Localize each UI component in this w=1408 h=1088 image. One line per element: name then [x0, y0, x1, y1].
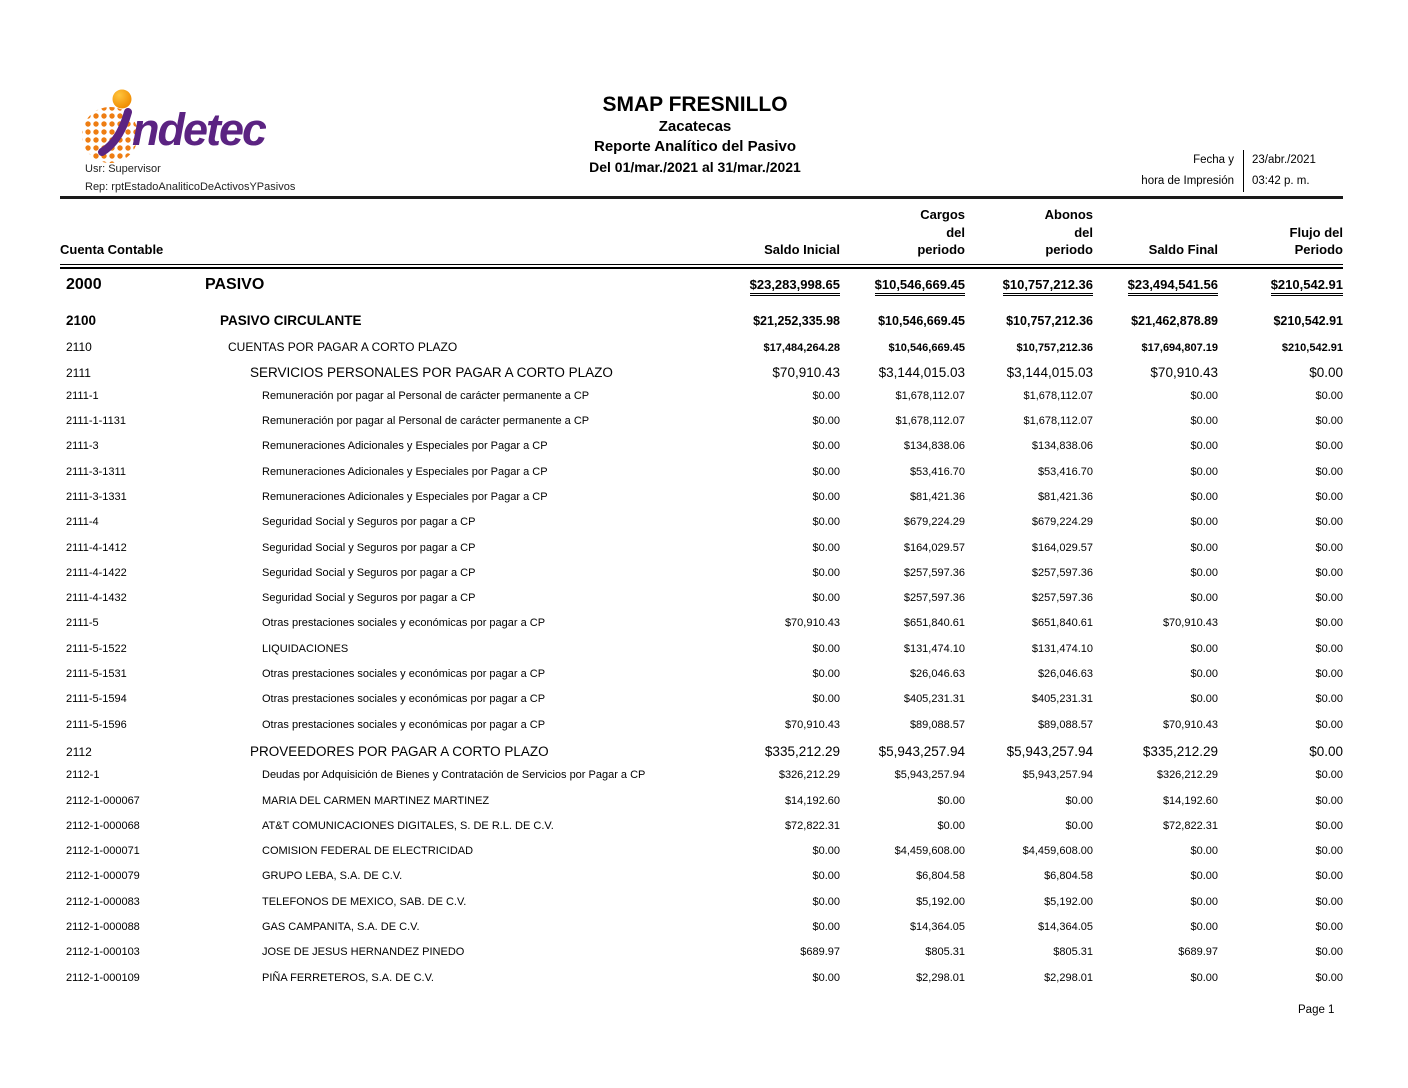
saldo-final-value: $21,462,878.89	[1131, 313, 1218, 328]
account-code: 2000	[66, 275, 102, 293]
account-description: GRUPO LEBA, S.A. DE C.V.	[262, 870, 403, 883]
account-code: 2112-1-000088	[66, 921, 140, 934]
flujo-periodo-value: $0.00	[1315, 490, 1343, 503]
saldo-inicial-value: $0.00	[812, 490, 840, 503]
saldo-inicial-value: $326,212.29	[778, 769, 840, 782]
saldo-final-value: $335,212.29	[1142, 743, 1218, 759]
account-description: Seguridad Social y Seguros por pagar a CP	[262, 566, 476, 579]
user-line: Usr: Supervisor	[85, 163, 161, 175]
print-date: 23/abr./2021	[1243, 150, 1341, 171]
col-header-abonos-line1: Abonos	[1044, 207, 1093, 222]
account-code: 2111-5-1522	[66, 642, 127, 655]
saldo-final-value: $0.00	[1190, 541, 1218, 554]
flujo-periodo-value: $0.00	[1315, 946, 1343, 959]
cargos-periodo-value: $53,416.70	[909, 465, 965, 478]
flujo-periodo-value: $0.00	[1315, 516, 1343, 529]
abonos-periodo-value: $14,364.05	[1037, 921, 1093, 934]
saldo-inicial-value: $0.00	[812, 870, 840, 883]
cargos-periodo-value: $679,224.29	[903, 516, 965, 529]
account-description: GAS CAMPANITA, S.A. DE C.V.	[262, 921, 420, 934]
flujo-periodo-value: $0.00	[1309, 743, 1343, 759]
account-description: Otras prestaciones sociales y económicas por pagar a CP	[262, 617, 546, 630]
table-row	[60, 491, 1343, 516]
cargos-periodo-value: $10,546,669.45	[878, 313, 965, 328]
flujo-periodo-value: $210,542.91	[1273, 313, 1343, 328]
account-description: PROVEEDORES POR PAGAR A CORTO PLAZO	[250, 743, 549, 759]
cargos-periodo-value: $10,546,669.45	[888, 341, 965, 354]
col-header-saldo-inicial: Saldo Inicial	[764, 242, 840, 257]
table-row	[60, 440, 1343, 465]
cargos-periodo-value: $14,364.05	[909, 921, 965, 934]
col-header-abonos	[965, 206, 1093, 259]
flujo-periodo-value: $0.00	[1315, 693, 1343, 706]
saldo-final-value: $0.00	[1190, 921, 1218, 934]
flujo-periodo-value: $0.00	[1315, 870, 1343, 883]
account-code: 2111-5-1594	[66, 693, 127, 706]
saldo-inicial-value: $72,822.31	[784, 819, 840, 832]
abonos-periodo-value: $1,678,112.07	[1023, 389, 1093, 402]
table-row	[60, 390, 1343, 415]
report-table	[60, 206, 1343, 997]
cargos-periodo-value: $651,840.61	[903, 617, 965, 630]
abonos-periodo-value: $4,459,608.00	[1022, 845, 1093, 858]
abonos-periodo-value: $1,678,112.07	[1023, 415, 1093, 428]
table-row	[60, 896, 1343, 921]
table-row	[60, 313, 1343, 340]
cargos-periodo-value: $257,597.36	[903, 592, 965, 605]
abonos-periodo-value: $0.00	[1065, 794, 1093, 807]
flujo-periodo-value: $0.00	[1315, 921, 1343, 934]
table-row	[60, 542, 1343, 567]
cargos-periodo-value: $164,029.57	[903, 541, 965, 554]
flujo-periodo-value: $210,542.91	[1218, 277, 1343, 296]
saldo-final-value: $70,910.43	[1162, 617, 1218, 630]
saldo-final-value: $0.00	[1190, 642, 1218, 655]
table-header-rule	[60, 264, 1343, 269]
account-description: MARIA DEL CARMEN MARTINEZ MARTINEZ	[262, 794, 490, 807]
cargos-periodo-value: $4,459,608.00	[894, 845, 965, 858]
saldo-final-value: $0.00	[1190, 415, 1218, 428]
table-row	[60, 795, 1343, 820]
account-code: 2112	[66, 744, 92, 759]
cargos-periodo-value: $5,943,257.94	[878, 743, 965, 759]
flujo-periodo-value: $0.00	[1315, 895, 1343, 908]
header-divider	[60, 196, 1343, 199]
table-rows	[60, 276, 1343, 997]
saldo-final-value: $0.00	[1190, 693, 1218, 706]
flujo-periodo-value: $0.00	[1309, 364, 1343, 380]
abonos-periodo-value: $679,224.29	[1031, 516, 1093, 529]
table-row	[60, 870, 1343, 895]
saldo-final-value: $72,822.31	[1162, 819, 1218, 832]
table-row	[60, 516, 1343, 541]
flujo-periodo-value: $210,542.91	[1281, 341, 1343, 354]
saldo-inicial-value: $0.00	[812, 921, 840, 934]
saldo-final-value: $0.00	[1190, 668, 1218, 681]
table-row	[60, 972, 1343, 997]
abonos-periodo-value: $257,597.36	[1031, 592, 1093, 605]
account-code: 2111-5	[66, 617, 99, 630]
flujo-periodo-value: $0.00	[1315, 415, 1343, 428]
saldo-inicial-value: $0.00	[812, 440, 840, 453]
table-row	[60, 744, 1343, 769]
report-id-line: Rep: rptEstadoAnaliticoDeActivosYPasivos	[85, 181, 296, 193]
account-description: CUENTAS POR PAGAR A CORTO PLAZO	[228, 339, 458, 354]
col-header-cargos-line1: Cargos	[920, 207, 965, 222]
table-row	[60, 276, 1343, 303]
saldo-final-value: $0.00	[1190, 845, 1218, 858]
cargos-periodo-value: $0.00	[937, 794, 965, 807]
saldo-final-value: $0.00	[1190, 440, 1218, 453]
col-header-abonos-line3: periodo	[1045, 242, 1093, 257]
account-code: 2111-4	[66, 516, 99, 529]
table-header-row	[60, 206, 1343, 264]
cargos-periodo-value: $81,421.36	[909, 490, 965, 503]
saldo-final-value: $0.00	[1190, 465, 1218, 478]
abonos-periodo-value: $405,231.31	[1031, 693, 1093, 706]
table-row	[60, 668, 1343, 693]
cargos-periodo-value: $6,804.58	[916, 870, 965, 883]
account-description: Remuneraciones Adicionales y Especiales por Pagar a CP	[262, 490, 548, 503]
saldo-inicial-value: $689.97	[800, 946, 840, 959]
cargos-periodo-value: $257,597.36	[903, 566, 965, 579]
cargos-periodo-value: $134,838.06	[903, 440, 965, 453]
account-description: TELEFONOS DE MEXICO, SAB. DE C.V.	[262, 895, 467, 908]
col-header-account: Cuenta Contable	[60, 242, 164, 257]
flujo-periodo-value: $0.00	[1315, 566, 1343, 579]
abonos-periodo-value: $131,474.10	[1031, 642, 1093, 655]
print-time: 03:42 p. m.	[1243, 171, 1341, 192]
table-row	[60, 567, 1343, 592]
saldo-inicial-value: $0.00	[812, 592, 840, 605]
saldo-final-value: $0.00	[1190, 971, 1218, 984]
col-header-saldo-final: Saldo Final	[1148, 242, 1218, 257]
entity-name: SMAP FRESNILLO	[602, 93, 788, 116]
account-description: COMISION FEDERAL DE ELECTRICIDAD	[262, 845, 474, 858]
cargos-periodo-value: $131,474.10	[903, 642, 965, 655]
abonos-periodo-value: $0.00	[1065, 819, 1093, 832]
account-code: 2112-1-000067	[66, 794, 140, 807]
col-header-flujo-line2: Periodo	[1294, 242, 1343, 257]
account-code: 2112-1-000103	[66, 946, 140, 959]
abonos-periodo-value: $651,840.61	[1031, 617, 1093, 630]
account-code: 2111-1-1131	[66, 415, 126, 428]
account-description: Remuneración por pagar al Personal de carácter permanente a CP	[262, 415, 590, 428]
table-row	[60, 769, 1343, 794]
table-row	[60, 693, 1343, 718]
abonos-periodo-value: $134,838.06	[1031, 440, 1093, 453]
account-description: Otras prestaciones sociales y económicas por pagar a CP	[262, 668, 546, 681]
saldo-inicial-value: $0.00	[812, 516, 840, 529]
report-period: Del 01/mar./2021 al 31/mar./2021	[589, 159, 801, 175]
account-description: Remuneraciones Adicionales y Especiales por Pagar a CP	[262, 440, 548, 453]
account-description: Otras prestaciones sociales y económicas por pagar a CP	[262, 718, 546, 731]
abonos-periodo-value: $10,757,212.36	[1006, 313, 1093, 328]
account-code: 2112-1-000068	[66, 819, 140, 832]
print-info	[1093, 150, 1341, 192]
account-description: Seguridad Social y Seguros por pagar a CP	[262, 541, 476, 554]
saldo-final-value: $17,694,807.19	[1141, 341, 1218, 354]
cargos-periodo-value: $2,298.01	[916, 971, 965, 984]
indetec-logo	[76, 88, 266, 166]
saldo-inicial-value: $0.00	[812, 668, 840, 681]
saldo-inicial-value: $0.00	[812, 566, 840, 579]
saldo-inicial-value: $0.00	[812, 693, 840, 706]
account-code: 2112-1-000083	[66, 895, 140, 908]
abonos-periodo-value: $164,029.57	[1031, 541, 1093, 554]
saldo-final-value: $0.00	[1190, 516, 1218, 529]
account-description: Remuneraciones Adicionales y Especiales por Pagar a CP	[262, 465, 548, 478]
account-code: 2111-3	[66, 440, 99, 453]
saldo-final-value: $0.00	[1190, 895, 1218, 908]
saldo-inicial-value: $0.00	[812, 541, 840, 554]
cargos-periodo-value: $10,546,669.45	[840, 277, 965, 296]
cargos-periodo-value: $3,144,015.03	[878, 364, 965, 380]
col-header-flujo	[1218, 224, 1343, 259]
cargos-periodo-value: $0.00	[937, 819, 965, 832]
account-description: Seguridad Social y Seguros por pagar a CP	[262, 592, 476, 605]
abonos-periodo-value: $10,757,212.36	[965, 277, 1093, 296]
account-description: SERVICIOS PERSONALES POR PAGAR A CORTO PLAZO	[250, 364, 613, 380]
saldo-final-value: $0.00	[1190, 870, 1218, 883]
saldo-inicial-value: $0.00	[812, 415, 840, 428]
cargos-periodo-value: $805.31	[925, 946, 965, 959]
table-row	[60, 617, 1343, 642]
abonos-periodo-value: $6,804.58	[1044, 870, 1093, 883]
saldo-inicial-value: $0.00	[812, 895, 840, 908]
saldo-inicial-value: $14,192.60	[784, 794, 840, 807]
saldo-inicial-value: $21,252,335.98	[753, 313, 840, 328]
account-code: 2112-1-000079	[66, 870, 140, 883]
report-titles	[400, 92, 990, 177]
account-description: Seguridad Social y Seguros por pagar a CP	[262, 516, 476, 529]
table-row	[60, 365, 1343, 390]
logo-i-dot	[113, 90, 132, 109]
cargos-periodo-value: $89,088.57	[909, 718, 965, 731]
saldo-final-value: $689.97	[1178, 946, 1218, 959]
abonos-periodo-value: $81,421.36	[1037, 490, 1093, 503]
flujo-periodo-value: $0.00	[1315, 845, 1343, 858]
saldo-final-value: $70,910.43	[1162, 718, 1218, 731]
abonos-periodo-value: $3,144,015.03	[1006, 364, 1093, 380]
account-code: 2111-4-1422	[66, 566, 127, 579]
account-description: Remuneración por pagar al Personal de carácter permanente a CP	[262, 389, 590, 402]
account-code: 2111-5-1531	[66, 668, 127, 681]
flujo-periodo-value: $0.00	[1315, 617, 1343, 630]
flujo-periodo-value: $0.00	[1315, 668, 1343, 681]
account-code: 2112-1	[66, 769, 100, 782]
account-code: 2111-4-1432	[66, 592, 127, 605]
table-row	[60, 415, 1343, 440]
cargos-periodo-value: $1,678,112.07	[895, 415, 965, 428]
logo-text: ndetec	[132, 104, 266, 155]
account-description: Otras prestaciones sociales y económicas por pagar a CP	[262, 693, 546, 706]
print-label-line1: Fecha y	[1193, 154, 1234, 166]
abonos-periodo-value: $5,943,257.94	[1006, 743, 1093, 759]
table-row	[60, 921, 1343, 946]
table-row	[60, 820, 1343, 845]
saldo-final-value: $0.00	[1190, 389, 1218, 402]
abonos-periodo-value: $5,192.00	[1044, 895, 1093, 908]
abonos-periodo-value: $257,597.36	[1031, 566, 1093, 579]
flujo-periodo-value: $0.00	[1315, 465, 1343, 478]
saldo-inicial-value: $23,283,998.65	[720, 277, 840, 296]
saldo-inicial-value: $70,910.43	[784, 617, 840, 630]
account-code: 2111	[66, 365, 91, 380]
table-row	[60, 466, 1343, 491]
col-header-cargos-line2: del	[946, 224, 965, 240]
abonos-periodo-value: $805.31	[1053, 946, 1093, 959]
entity-state: Zacatecas	[658, 118, 732, 135]
account-description: PIÑA FERRETEROS, S.A. DE C.V.	[262, 971, 434, 984]
saldo-inicial-value: $70,910.43	[784, 718, 840, 731]
saldo-final-value: $0.00	[1190, 566, 1218, 579]
saldo-final-value: $0.00	[1190, 490, 1218, 503]
flujo-periodo-value: $0.00	[1315, 971, 1343, 984]
abonos-periodo-value: $5,943,257.94	[1022, 769, 1093, 782]
saldo-final-value: $14,192.60	[1162, 794, 1218, 807]
saldo-final-value: $70,910.43	[1150, 364, 1218, 380]
saldo-final-value: $0.00	[1190, 592, 1218, 605]
flujo-periodo-value: $0.00	[1315, 819, 1343, 832]
account-code: 2100	[66, 312, 97, 328]
account-code: 2111-4-1412	[66, 541, 127, 554]
table-row	[60, 592, 1343, 617]
saldo-final-value: $23,494,541.56	[1093, 277, 1218, 296]
col-header-cargos	[840, 206, 965, 259]
indetec-logo-graphic	[76, 88, 266, 166]
cargos-periodo-value: $26,046.63	[909, 668, 965, 681]
flujo-periodo-value: $0.00	[1315, 642, 1343, 655]
flujo-periodo-value: $0.00	[1315, 794, 1343, 807]
account-description: JOSE DE JESUS HERNANDEZ PINEDO	[262, 946, 465, 959]
table-row	[60, 946, 1343, 971]
abonos-periodo-value: $26,046.63	[1037, 668, 1093, 681]
page-number: Page 1	[1298, 1004, 1335, 1016]
account-description: LIQUIDACIONES	[262, 642, 349, 655]
saldo-inicial-value: $17,484,264.28	[763, 341, 840, 354]
flujo-periodo-value: $0.00	[1315, 769, 1343, 782]
account-code: 2111-3-1311	[66, 465, 126, 478]
account-code: 2111-3-1331	[66, 490, 127, 503]
cargos-periodo-value: $1,678,112.07	[895, 389, 965, 402]
abonos-periodo-value: $89,088.57	[1037, 718, 1093, 731]
table-row	[60, 845, 1343, 870]
account-code: 2112-1-000109	[66, 971, 140, 984]
account-code: 2112-1-000071	[66, 845, 140, 858]
col-header-flujo-line1: Flujo del	[1289, 224, 1343, 240]
col-header-cargos-line3: periodo	[917, 242, 965, 257]
table-row	[60, 719, 1343, 744]
flujo-periodo-value: $0.00	[1315, 541, 1343, 554]
abonos-periodo-value: $2,298.01	[1044, 971, 1093, 984]
report-title: Reporte Analítico del Pasivo	[594, 138, 796, 155]
saldo-inicial-value: $0.00	[812, 389, 840, 402]
flujo-periodo-value: $0.00	[1315, 592, 1343, 605]
saldo-final-value: $326,212.29	[1156, 769, 1218, 782]
saldo-inicial-value: $70,910.43	[772, 364, 840, 380]
flujo-periodo-value: $0.00	[1315, 440, 1343, 453]
account-code: 2111-1	[66, 389, 99, 402]
cargos-periodo-value: $5,943,257.94	[894, 769, 965, 782]
saldo-inicial-value: $0.00	[812, 971, 840, 984]
account-code: 2111-5-1596	[66, 718, 127, 731]
account-code: 2110	[66, 339, 92, 354]
saldo-inicial-value: $0.00	[812, 642, 840, 655]
abonos-periodo-value: $10,757,212.36	[1016, 341, 1093, 354]
col-header-abonos-line2: del	[1074, 224, 1093, 240]
cargos-periodo-value: $5,192.00	[916, 895, 965, 908]
saldo-inicial-value: $335,212.29	[764, 743, 840, 759]
saldo-inicial-value: $0.00	[812, 845, 840, 858]
cargos-periodo-value: $405,231.31	[903, 693, 965, 706]
account-description: Deudas por Adquisición de Bienes y Contratación de Servicios por Pagar a CP	[262, 769, 646, 782]
table-row	[60, 340, 1343, 365]
account-description: PASIVO CIRCULANTE	[220, 312, 362, 328]
print-label-line2: hora de Impresión	[1141, 175, 1234, 187]
account-description: AT&T COMUNICACIONES DIGITALES, S. DE R.L. DE C.V.	[262, 819, 554, 832]
table-row	[60, 643, 1343, 668]
abonos-periodo-value: $53,416.70	[1037, 465, 1093, 478]
flujo-periodo-value: $0.00	[1315, 389, 1343, 402]
flujo-periodo-value: $0.00	[1315, 718, 1343, 731]
saldo-inicial-value: $0.00	[812, 465, 840, 478]
account-description: PASIVO	[205, 275, 265, 293]
